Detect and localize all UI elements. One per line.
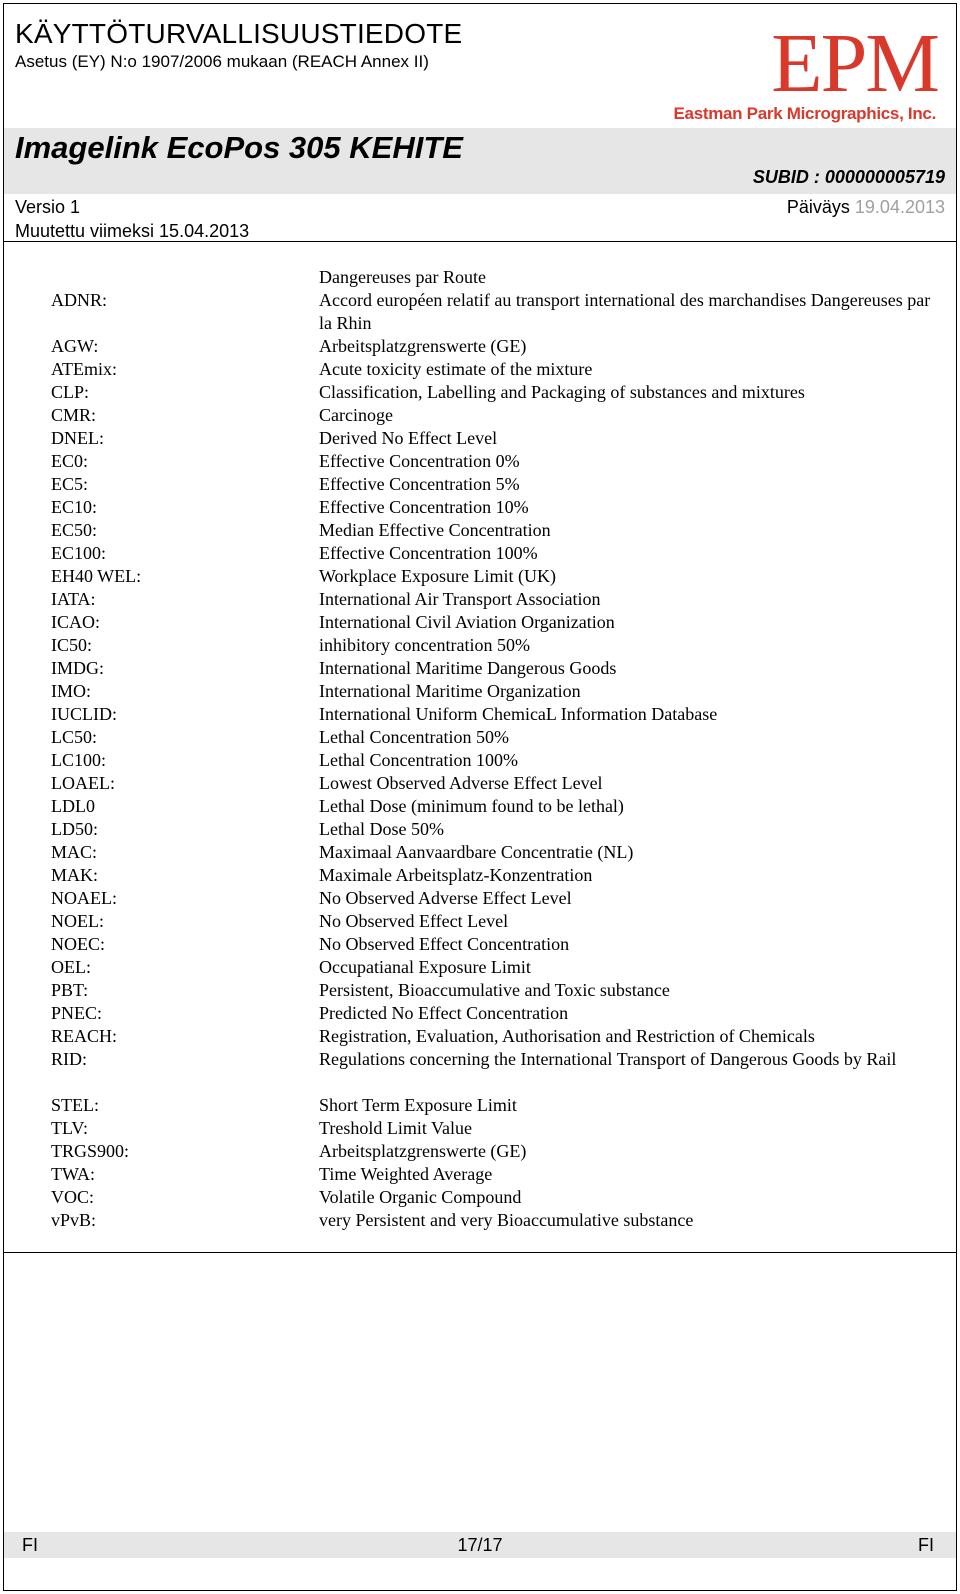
glossary-term: MAC: [51,842,98,862]
glossary-definition: Acute toxicity estimate of the mixture [319,359,593,379]
glossary-definition: Treshold Limit Value [319,1118,473,1138]
glossary-definition: Lethal Concentration 100% [319,750,518,770]
footer-page-number: 17/17 [457,1535,503,1555]
glossary-row [4,542,956,565]
glossary-definition: Regulations concerning the International Transport of Dangerous Goods by Rail [319,1049,897,1069]
glossary-definition: No Observed Adverse Effect Level [319,888,572,908]
glossary-row [4,910,956,933]
glossary-definition: Persistent, Bioaccumulative and Toxic substance [319,980,670,1000]
glossary-row [4,588,956,611]
document-page [3,3,957,1591]
glossary-term: TLV: [51,1118,89,1138]
product-name: Imagelink EcoPos 305 KEHITE [15,130,463,165]
glossary-term: CLP: [51,382,90,402]
glossary-row [4,496,956,519]
glossary-term: MAK: [51,865,99,885]
glossary-definition: No Observed Effect Concentration [319,934,570,954]
glossary-row [4,289,956,335]
glossary-definition: Workplace Exposure Limit (UK) [319,566,556,586]
glossary-row [4,1048,956,1094]
glossary-row [4,979,956,1002]
glossary-definition: Lowest Observed Adverse Effect Level [319,773,603,793]
glossary-definition: Effective Concentration 10% [319,497,529,517]
glossary-row [4,864,956,887]
glossary-row [4,519,956,542]
glossary-definition: International Maritime Organization [319,681,581,701]
glossary-term: EC50: [51,520,98,540]
glossary-row [4,933,956,956]
footer-language-left: FI [22,1535,38,1555]
glossary-term: LC50: [51,727,98,747]
glossary-definition: Lethal Dose 50% [319,819,444,839]
glossary-definition: Accord européen relatif au transport international des marchandises Dangereuses par la Rhin [319,290,931,333]
content-divider [4,1252,956,1253]
glossary-definition: Lethal Concentration 50% [319,727,509,747]
glossary-term: PNEC: [51,1003,103,1023]
glossary-row [4,404,956,427]
last-modified-label: Muutettu viimeksi 15.04.2013 [15,221,250,241]
glossary-row [4,1117,956,1140]
glossary-term: LC100: [51,750,107,770]
glossary-row [4,749,956,772]
glossary-definition: Derived No Effect Level [319,428,498,448]
glossary-row [4,795,956,818]
glossary-term: NOAEL: [51,888,117,908]
glossary-term: LDL0 [51,796,95,816]
glossary-definition: very Persistent and very Bioaccumulative substance [319,1210,694,1230]
glossary-term: EH40 WEL: [51,566,142,586]
glossary-definition: No Observed Effect Level [319,911,509,931]
glossary-definition: Effective Concentration 5% [319,474,520,494]
company-logo [673,17,938,128]
document-title: KÄYTTÖTURVALLISUUSTIEDOTE [15,18,463,49]
glossary-definition: International Maritime Dangerous Goods [319,658,617,678]
glossary-term: OEL: [51,957,91,977]
date-label [787,196,945,218]
date-caption: Päiväys [786,197,850,217]
glossary-term: ATEmix: [51,359,117,379]
glossary-term: IATA: [51,589,96,609]
glossary-term: EC5: [51,474,89,494]
subid-label: SUBID : 000000005719 [752,167,945,187]
glossary-row [4,1025,956,1048]
glossary-definition: Time Weighted Average [319,1164,493,1184]
glossary-term: IMO: [51,681,91,701]
glossary-definition: Arbeitsplatzgrenswerte (GE) [319,1141,527,1161]
glossary-term: EC100: [51,543,107,563]
glossary-term: EC0: [51,451,89,471]
glossary-term: TRGS900: [51,1141,130,1161]
glossary-definition: Volatile Organic Compound [319,1187,522,1207]
glossary-term: TWA: [51,1164,95,1184]
glossary-row [4,841,956,864]
glossary-term: STEL: [51,1095,99,1115]
glossary-row [4,1002,956,1025]
header-divider [4,241,956,242]
glossary-term: NOEL: [51,911,104,931]
glossary-definition: Short Term Exposure Limit [319,1095,517,1115]
glossary-term: REACH: [51,1026,118,1046]
glossary-definition: Arbeitsplatzgrenswerte (GE) [319,336,527,356]
glossary-definition: Effective Concentration 0% [319,451,520,471]
glossary-row [4,818,956,841]
glossary-definition: Registration, Evaluation, Authorisation and Restriction of Chemicals [319,1026,815,1046]
glossary-definition: Median Effective Concentration [319,520,551,540]
glossary-term: vPvB: [51,1210,97,1230]
glossary-row [4,335,956,358]
version-label: Versio 1 [15,197,81,217]
glossary-definition: Effective Concentration 100% [319,543,538,563]
glossary-row [4,1140,956,1163]
glossary-term: VOC: [51,1187,95,1207]
logo-tagline: Eastman Park Micrographics, Inc. [673,104,936,123]
glossary-term: CMR: [51,405,97,425]
glossary-lead-line: Dangereuses par Route [319,267,486,287]
glossary-row [4,726,956,749]
glossary-term: LD50: [51,819,98,839]
glossary-row [4,657,956,680]
glossary-term: AGW: [51,336,99,356]
glossary-term: IUCLID: [51,704,117,724]
glossary-definition: Lethal Dose (minimum found to be lethal) [319,796,624,816]
glossary-term: IC50: [51,635,93,655]
glossary-row [4,1186,956,1209]
glossary-definition: International Air Transport Association [319,589,601,609]
glossary-term: DNEL: [51,428,104,448]
glossary-row [4,634,956,657]
logo-wordmark: EPM [771,17,938,110]
glossary-row [4,473,956,496]
footer-language-right: FI [918,1535,934,1555]
glossary-term: RID: [51,1049,87,1069]
glossary-row [4,565,956,588]
glossary-definition: Occupatianal Exposure Limit [319,957,531,977]
glossary-row [4,887,956,910]
glossary-row [4,1163,956,1186]
glossary-definition: Maximaal Aanvaardbare Concentratie (NL) [319,842,634,862]
glossary-row [4,772,956,795]
glossary-row [4,427,956,450]
glossary-row [4,956,956,979]
glossary-definition: International Civil Aviation Organization [319,612,615,632]
glossary-row [4,1209,956,1232]
glossary-row [4,358,956,381]
glossary-row [4,1094,956,1117]
glossary-row [4,703,956,726]
glossary-term: IMDG: [51,658,104,678]
abbreviation-glossary [4,266,956,1232]
glossary-definition: International Uniform ChemicaL Information Database [319,704,718,724]
glossary-term: ADNR: [51,290,108,310]
glossary-row [4,450,956,473]
glossary-term: LOAEL: [51,773,115,793]
glossary-term: PBT: [51,980,89,1000]
glossary-definition: inhibitory concentration 50% [319,635,530,655]
glossary-definition: Carcinoge [319,405,393,425]
glossary-row [4,381,956,404]
glossary-row [4,611,956,634]
glossary-row [4,680,956,703]
date-value: 19.04.2013 [854,197,945,217]
glossary-definition: Classification, Labelling and Packaging of substances and mixtures [319,382,805,402]
glossary-term: ICAO: [51,612,100,632]
glossary-definition: Predicted No Effect Concentration [319,1003,569,1023]
glossary-definition: Maximale Arbeitsplatz-Konzentration [319,865,593,885]
document-subtitle: Asetus (EY) N:o 1907/2006 mukaan (REACH Annex II) [15,52,429,71]
glossary-term: NOEC: [51,934,105,954]
glossary-lead-row [4,266,956,289]
glossary-term: EC10: [51,497,98,517]
